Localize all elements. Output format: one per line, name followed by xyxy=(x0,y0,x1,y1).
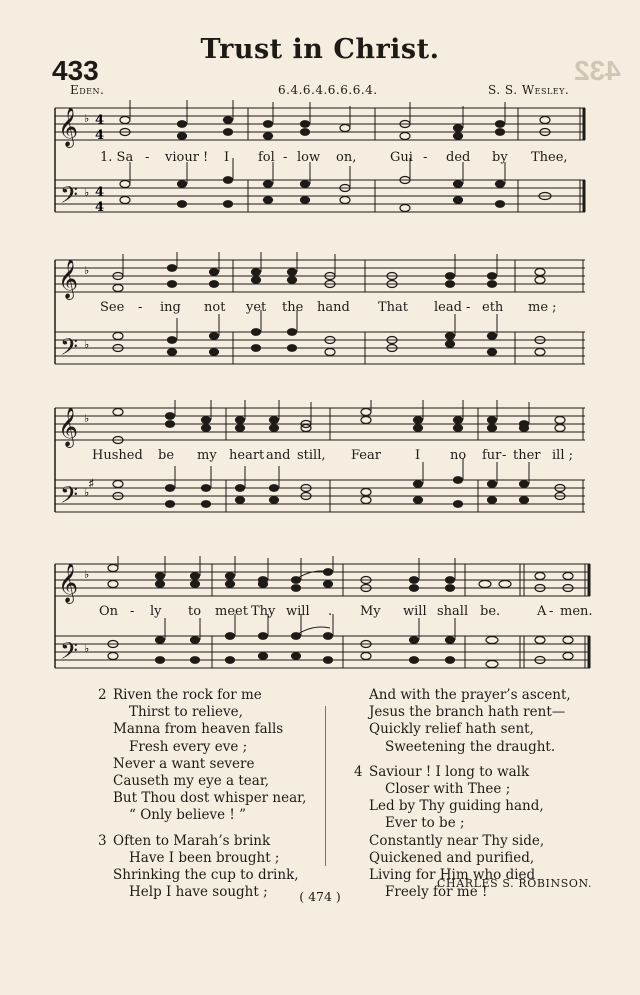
lyric-syllable: still, xyxy=(297,448,326,463)
lyric-syllable: on, xyxy=(336,150,357,165)
hymn-title: Trust in Christ. xyxy=(200,34,440,65)
verse-line: Closer with Thee ; xyxy=(385,781,511,798)
lyric-syllable: Thee, xyxy=(531,150,568,165)
svg-text:4: 4 xyxy=(95,185,105,200)
lyric-syllable: yet xyxy=(246,300,267,315)
verse-line: Jesus the branch hath rent— xyxy=(369,704,566,721)
svg-text:♭: ♭ xyxy=(84,186,90,199)
lyric-syllable: by xyxy=(492,150,508,165)
svg-text:𝄞: 𝄞 xyxy=(58,407,79,447)
lyric-syllable: be. xyxy=(480,604,501,619)
lyric-syllable: 1. Sa xyxy=(100,150,134,165)
verse-line: Manna from heaven falls xyxy=(113,721,284,738)
lyric-line-1 xyxy=(0,150,640,166)
svg-text:𝄢: 𝄢 xyxy=(60,637,79,670)
lyric-syllable: to xyxy=(188,604,202,619)
svg-text:𝄞: 𝄞 xyxy=(58,259,79,299)
verse-line: Fresh every eve ; xyxy=(129,738,248,755)
verse-line: But Thou dost whisper near, xyxy=(113,790,307,807)
music-system-1 xyxy=(0,100,640,230)
lyric-syllable: men. xyxy=(560,604,593,619)
svg-text:♯: ♯ xyxy=(88,477,95,492)
lyricist-credit: CHARLES S. ROBINSON. xyxy=(437,877,593,890)
lyric-syllable: ded xyxy=(446,150,471,165)
svg-text:𝄞: 𝄞 xyxy=(58,563,79,603)
lyric-syllable: fur xyxy=(482,448,502,463)
lyric-hyphen: - xyxy=(130,604,135,619)
lyric-syllable: ill ; xyxy=(552,448,573,463)
verse-line: Causeth my eye a tear, xyxy=(113,773,270,790)
lyric-syllable: shall xyxy=(437,604,469,619)
verse-line: Shrinking the cup to drink, xyxy=(113,867,299,884)
svg-text:♭: ♭ xyxy=(84,642,90,655)
music-system-2 xyxy=(0,252,640,382)
verse-line: 4 Saviour ! I long to walk xyxy=(354,763,530,780)
lyric-syllable: Thy xyxy=(251,604,276,619)
verse-number: 4 xyxy=(354,763,363,780)
lyric-syllable: I xyxy=(224,150,230,165)
verse-line: Thirst to relieve, xyxy=(129,704,243,721)
verses-right-column xyxy=(354,687,604,901)
svg-text:♭: ♭ xyxy=(84,338,90,351)
svg-text:♭: ♭ xyxy=(84,568,90,581)
verse-line: Ever to be ; xyxy=(385,815,465,832)
svg-text:♭: ♭ xyxy=(84,112,90,125)
lyric-syllable: Fear xyxy=(351,448,381,463)
lyric-syllable: heart xyxy=(229,448,265,463)
lyric-hyphen: - xyxy=(466,300,471,315)
lyric-syllable: . xyxy=(328,604,333,619)
lyric-syllable: ther xyxy=(513,448,541,463)
staff-notation-2 xyxy=(0,252,640,382)
verse-line: Led by Thy guiding hand, xyxy=(369,798,544,815)
meter: 6.4.6.4.6.6.6.4. xyxy=(278,83,378,97)
composer: S. S. Wesley. xyxy=(488,83,570,97)
verse-line: “ Only believe ! ” xyxy=(129,807,246,824)
lyric-syllable: no xyxy=(450,448,467,463)
lyric-syllable: ly xyxy=(150,604,162,619)
lyric-syllable: hand xyxy=(317,300,350,315)
lyric-hyphen: - xyxy=(283,150,288,165)
svg-text:𝄢: 𝄢 xyxy=(60,181,79,214)
lyric-syllable: viour ! xyxy=(165,150,209,165)
lyric-syllable: the xyxy=(282,300,304,315)
lyric-hyphen: - xyxy=(138,300,143,315)
lyric-syllable: That xyxy=(378,300,409,315)
lyric-line-4 xyxy=(0,604,640,620)
svg-text:4: 4 xyxy=(95,200,105,215)
lyric-syllable: and xyxy=(266,448,291,463)
verse-number: 3 xyxy=(98,832,107,849)
verse-line: Have I been brought ; xyxy=(129,849,280,866)
svg-text:4: 4 xyxy=(95,113,105,128)
bleed-through-number: 432 xyxy=(574,55,621,86)
staff-notation-3 xyxy=(0,400,640,530)
lyric-syllable: will xyxy=(286,604,310,619)
lyric-syllable: See xyxy=(100,300,125,315)
svg-text:𝄢: 𝄢 xyxy=(60,333,79,366)
svg-text:♭: ♭ xyxy=(84,412,90,425)
lyric-syllable: My xyxy=(360,604,381,619)
verse-line: Constantly near Thy side, xyxy=(369,832,545,849)
verse-number: 2 xyxy=(98,687,107,703)
lyric-syllable: my xyxy=(197,448,217,463)
lyric-line-2 xyxy=(0,300,640,316)
music-system-4 xyxy=(0,556,640,686)
verse-line: 2 Riven the rock for me xyxy=(98,687,262,703)
lyric-syllable: ing xyxy=(160,300,181,315)
lyric-syllable: low xyxy=(297,150,321,165)
svg-text:𝄞: 𝄞 xyxy=(58,107,79,147)
lyric-syllable: will xyxy=(403,604,427,619)
lyric-syllable: fol xyxy=(258,150,275,165)
svg-text:♭: ♭ xyxy=(84,264,90,277)
page-number: ( 474 ) xyxy=(299,889,341,904)
lyric-hyphen: - xyxy=(502,448,507,463)
lyric-syllable: not xyxy=(204,300,226,315)
svg-text:♭: ♭ xyxy=(84,486,90,499)
tune-name: Eden. xyxy=(70,83,105,97)
lyric-syllable: I xyxy=(415,448,421,463)
staff-notation-4 xyxy=(0,556,640,686)
lyric-line-3 xyxy=(0,448,640,464)
verses-left-column xyxy=(98,687,328,901)
verse-line: Quickly relief hath sent, xyxy=(369,721,534,738)
verse-line: Freely for me ! xyxy=(385,884,488,901)
lyric-syllable: A xyxy=(537,604,547,619)
verse-line: Never a want severe xyxy=(113,755,255,772)
svg-text:𝄢: 𝄢 xyxy=(60,481,79,514)
verse-line: Living for Him who died xyxy=(369,867,536,884)
verse-line: 3 Often to Marah’s brink xyxy=(98,832,271,849)
lyric-syllable: Gui xyxy=(390,150,413,165)
hymn-number: 433 xyxy=(52,55,99,86)
lyric-hyphen: - xyxy=(423,150,428,165)
lyric-syllable: me ; xyxy=(528,300,557,315)
verse-line: Sweetening the draught. xyxy=(385,738,556,755)
lyric-syllable: lead xyxy=(434,300,462,315)
lyric-syllable: meet xyxy=(215,604,248,619)
lyric-hyphen: - xyxy=(549,604,554,619)
lyric-syllable: Hushed xyxy=(92,448,143,463)
verse-line: Help I have sought ; xyxy=(129,884,268,901)
verse-line: Quickened and purified, xyxy=(369,849,535,866)
svg-text:4: 4 xyxy=(95,128,105,143)
verse-line: And with the prayer’s ascent, xyxy=(369,687,571,703)
lyric-syllable: be xyxy=(158,448,175,463)
lyric-syllable: On xyxy=(99,604,119,619)
lyric-syllable: eth xyxy=(482,300,504,315)
lyric-hyphen: - xyxy=(145,150,150,165)
music-system-3 xyxy=(0,400,640,530)
